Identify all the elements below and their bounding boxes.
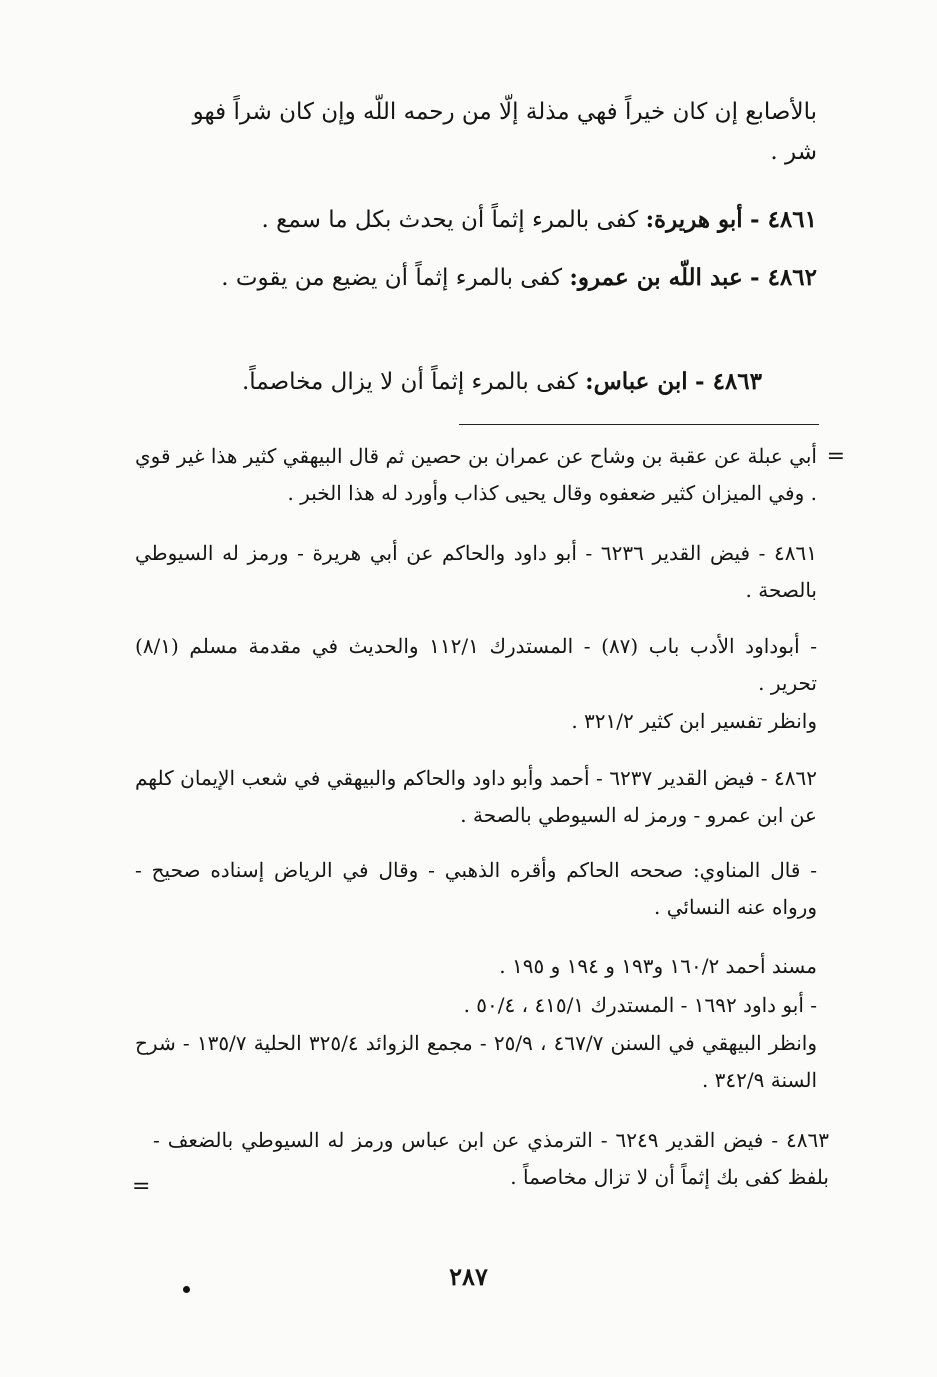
footnote-continuation: أبي عبلة عن عقبة بن وشاح عن عمران بن حصين ثم قال البيهقي كثير هذا غير قوي . وفي الميزان كثير ضعفوه وقال يحيى كذاب وأورد له هذا الخبر . [135, 444, 817, 505]
entry-number: ٤٨٦١ - [750, 206, 817, 233]
footnote-separator [459, 424, 819, 425]
footnote-4862-abudawud: - أبو داود ١٦٩٢ - المستدرك ٤١٥/١ ، ٥٠/٤ . [463, 993, 817, 1017]
page-number: ٢٨٧ [449, 1262, 488, 1291]
hadith-entry-4862 [137, 258, 817, 298]
print-mark [183, 1286, 190, 1293]
footnote-4861-see-also: وانظر تفسير ابن كثير ٣٢١/٢ . [571, 709, 817, 733]
intro-line-2: شر . [770, 139, 817, 165]
footnote-4863: ٤٨٦٣ - فيض القدير ٦٢٤٩ - الترمذي عن ابن عباس ورمز له السيوطي بالضعف - بلفظ كفى بك إثماً أن لا تزال مخاصماً . [153, 1128, 830, 1189]
narrator-name: أبو هريرة: [645, 206, 743, 233]
footnote-4862-musnad: مسند أحمد ١٦٠/٢ و١٩٣ و ١٩٤ و ١٩٥ . [499, 954, 817, 978]
footnote-4861: ٤٨٦١ - فيض القدير ٦٢٣٦ - أبو داود والحاكم عن أبي هريرة - ورمز له السيوطي بالصحة . [135, 541, 818, 602]
intro-line-1: بالأصابع إن كان خيراً فهي مذلة إلّا من رحمه اللّه وإن كان شراً فهو [192, 99, 817, 125]
intro-paragraph [117, 92, 817, 172]
entry-text: كفى بالمرء إثماً أن يضيع من يقوت . [221, 265, 563, 291]
hadith-entry-4863 [202, 362, 762, 402]
entry-text: كفى بالمرء إثماً أن يحدث بكل ما سمع . [261, 207, 639, 233]
entry-number: ٤٨٦٢ - [750, 264, 817, 291]
footnote-4862-see-also: وانظر البيهقي في السنن ٤٦٧/٧ ، ٢٥/٩ - مجمع الزوائد ٣٢٥/٤ الحلية ١٣٥/٧ - شرح السنة ٣٤٢/٩ . [135, 1031, 818, 1092]
footnote-4862: ٤٨٦٢ - فيض القدير ٦٢٣٧ - أحمد وأبو داود والحاكم والبيهقي في شعب الإيمان كلهم عن ابن عمرو - ورمز له السيوطي بالصحة . [135, 766, 818, 827]
continuation-next-marker: = [132, 1174, 151, 1199]
entry-number: ٤٨٦٣ - [695, 368, 762, 395]
footnote-4861-refs: - أبوداود الأدب باب (٨٧) - المستدرك ١١٢/١ والحديث في مقدمة مسلم (٨/١) تحرير . [135, 634, 817, 695]
narrator-name: عبد اللّه بن عمرو: [569, 264, 743, 291]
narrator-name: ابن عباس: [585, 368, 688, 395]
continuation-marker: = [826, 444, 845, 469]
hadith-entry-4861 [217, 200, 817, 240]
entry-text: كفى بالمرء إثماً أن لا يزال مخاصماً. [241, 369, 578, 395]
footnote-4862-comment: - قال المناوي: صححه الحاكم وأقره الذهبي - وقال في الرياض إسناده صحيح - ورواه عنه النسائي . [135, 858, 817, 919]
